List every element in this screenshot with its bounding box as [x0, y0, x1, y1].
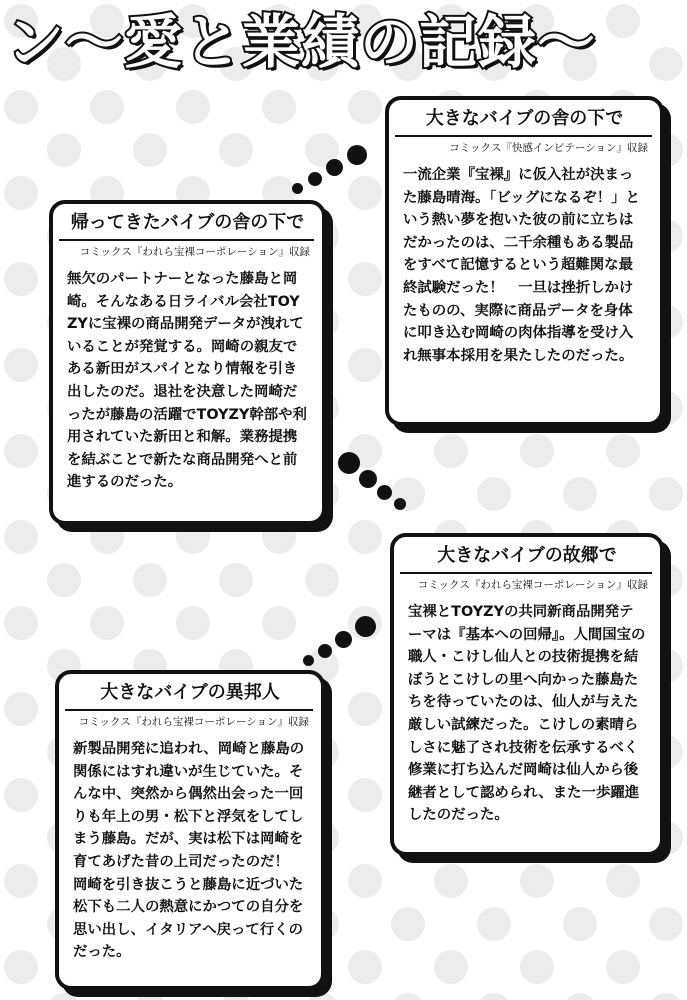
- story-title: 大きなバイブの舎の下で: [425, 108, 624, 129]
- story-source: コミックス『われら宝裸コーポレーション』収録: [400, 572, 652, 592]
- connector-dot: [355, 616, 376, 637]
- story-title: 大きなバイブの故郷で: [437, 545, 617, 566]
- story-synopsis: 一流企業『宝裸』に仮入社が決まった藤島晴海。「ビッグになるぞ！」という熱い夢を抱いた彼の前に立ちはだかったのは、二千余種もある製品をすべて記憶するという超難関な最終試験だった！ 一旦は挫折しかけたものの、実際に商品データを身体に叩き込む岡崎の肉体指導を受け入れ無事本採用を果たしたのだった。: [403, 167, 640, 364]
- connector-dot: [377, 485, 392, 500]
- story-synopsis: 無欠のパートナーとなった藤島と岡崎。そんなある日ライバル会社TOYZYに宝裸の商品開発データが洩れていることが発覚する。岡崎の親友である新田がスパイとなり情報を引き出したのだ。退社を決意した岡崎だったが藤島の活躍でTOYZY幹部や利用されていた新田と和解。業務提携を結ぶことで新たな商品開発へと前進するのだった。: [67, 271, 307, 491]
- story-source: コミックス『われら宝裸コーポレーション』収録: [59, 239, 314, 259]
- connector-dot: [359, 470, 377, 488]
- story-card: [49, 200, 326, 525]
- story-title: 大きなバイブの異邦人: [100, 682, 280, 703]
- connector-dot: [335, 631, 352, 648]
- connector-dot: [318, 644, 332, 658]
- connector-dot: [292, 183, 303, 194]
- connector-dot: [303, 655, 314, 666]
- connector-dot: [338, 452, 360, 474]
- story-card: [385, 96, 664, 426]
- connector-dot: [308, 172, 322, 186]
- story-synopsis: 宝裸とTOYZYの共同新商品開発テーマは『基本への回帰』。人間国宝の職人・こけし仙人との技術提携を結ぼうとこけしの里へ向かった藤島たちを待っていたのは、仙人が与えた厳しい試練だった。こけしの素晴らしさに魅了され技術を伝承するべく修業に打ち込んだ岡崎は仙人から後継者として認められ、また一歩躍進したのだった。: [408, 604, 646, 824]
- connector-dot: [394, 498, 406, 510]
- page-title: ン〜愛と業績の記録〜: [6, 8, 597, 76]
- connector-dot: [347, 145, 367, 165]
- story-synopsis: 新製品開発に追われ、岡崎と藤島の関係にはすれ違いが生じていた。そんな中、突然から偶然出会った一回りも年上の男・松下と浮気をしてしまう藤島。だが、実は松下は岡崎を育てあげた昔の上司だったのだ！ 岡崎を引き抜こうと藤島に近づいた松下も二人の熱意にかつての自分を思い出し、イタリアへ戻って行くのだった。: [73, 741, 305, 961]
- story-source: コミックス『快感インビテーション』収録: [395, 135, 652, 155]
- story-card: [55, 670, 325, 990]
- connector-dot: [326, 159, 343, 176]
- story-source: コミックス『われら宝裸コーポレーション』収録: [65, 709, 313, 729]
- story-card: [390, 533, 664, 856]
- story-title: 帰ってきたバイブの舎の下で: [70, 212, 305, 233]
